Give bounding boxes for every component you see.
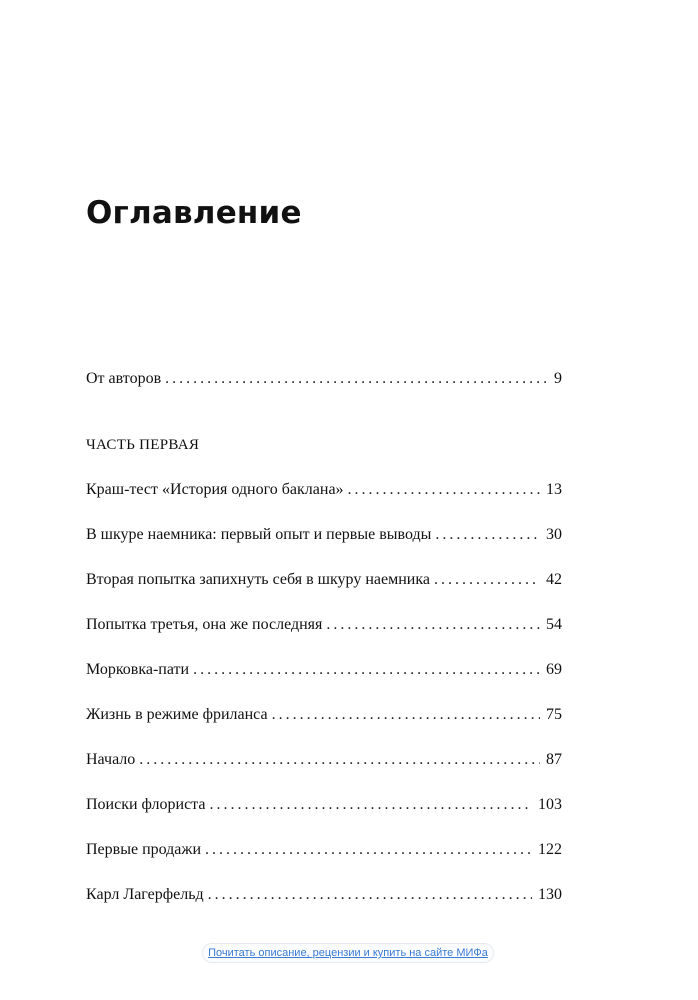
toc-entry-title: Первые продажи [86, 841, 202, 858]
toc-entry-page: 87 [546, 751, 562, 768]
toc-leader-dots [208, 884, 532, 906]
toc-entry-page: 42 [546, 571, 562, 588]
toc-entry-title: Вторая попытка запихнуть себя в шкуру наемника [86, 571, 430, 588]
toc-entry-title: Морковка-пати [86, 661, 190, 678]
toc-entry-page: 130 [538, 886, 562, 903]
toc-leader-dots [139, 749, 540, 771]
toc-entry-title: В шкуре наемника: первый опыт и первые выводы [86, 526, 432, 543]
toc-entry [86, 749, 562, 771]
toc-entry [86, 794, 562, 816]
toc-leader-dots [272, 704, 540, 726]
toc-entry-page: 75 [546, 706, 562, 723]
toc-leader-dots [348, 479, 540, 501]
toc-entry-title: Поиски флориста [86, 796, 206, 813]
toc-leader-dots [326, 614, 540, 636]
toc-entry-page: 122 [538, 841, 562, 858]
toc-entry [86, 569, 562, 591]
toc-entry-title: Попытка третья, она же последняя [86, 616, 323, 633]
toc-entry-title: Начало [86, 751, 136, 768]
toc-entry [86, 614, 562, 636]
toc-entry [86, 479, 562, 501]
toc-entry [86, 884, 562, 906]
part-heading: ЧАСТЬ ПЕРВАЯ [86, 437, 200, 453]
toc-entry-title: Краш-тест «История одного баклана» [86, 481, 344, 498]
toc-leader-dots [435, 524, 540, 546]
toc-entry-page: 9 [554, 370, 562, 387]
toc-entry [86, 659, 562, 681]
toc-entry-page: 30 [546, 526, 562, 543]
toc-leader-dots [205, 839, 532, 861]
toc-entry-page: 13 [546, 481, 562, 498]
toc-entry-title: От авторов [86, 370, 162, 387]
toc-leader-dots [434, 569, 540, 591]
toc-leader-dots [193, 659, 540, 681]
toc-entry-page: 69 [546, 661, 562, 678]
page-title: Оглавление [86, 195, 302, 231]
toc-entry-page: 54 [546, 616, 562, 633]
toc-entry [86, 524, 562, 546]
toc-entry-intro [86, 368, 562, 390]
store-link[interactable]: Почитать описание, рецензии и купить на сайте МИФа [202, 943, 494, 963]
toc-entry-title: Жизнь в режиме фриланса [86, 706, 268, 723]
toc-entry-title: Карл Лагерфельд [86, 886, 204, 903]
toc-entry [86, 704, 562, 726]
toc-entry [86, 839, 562, 861]
toc-entry-page: 103 [538, 796, 562, 813]
toc-leader-dots [209, 794, 532, 816]
toc-leader-dots [165, 368, 548, 390]
